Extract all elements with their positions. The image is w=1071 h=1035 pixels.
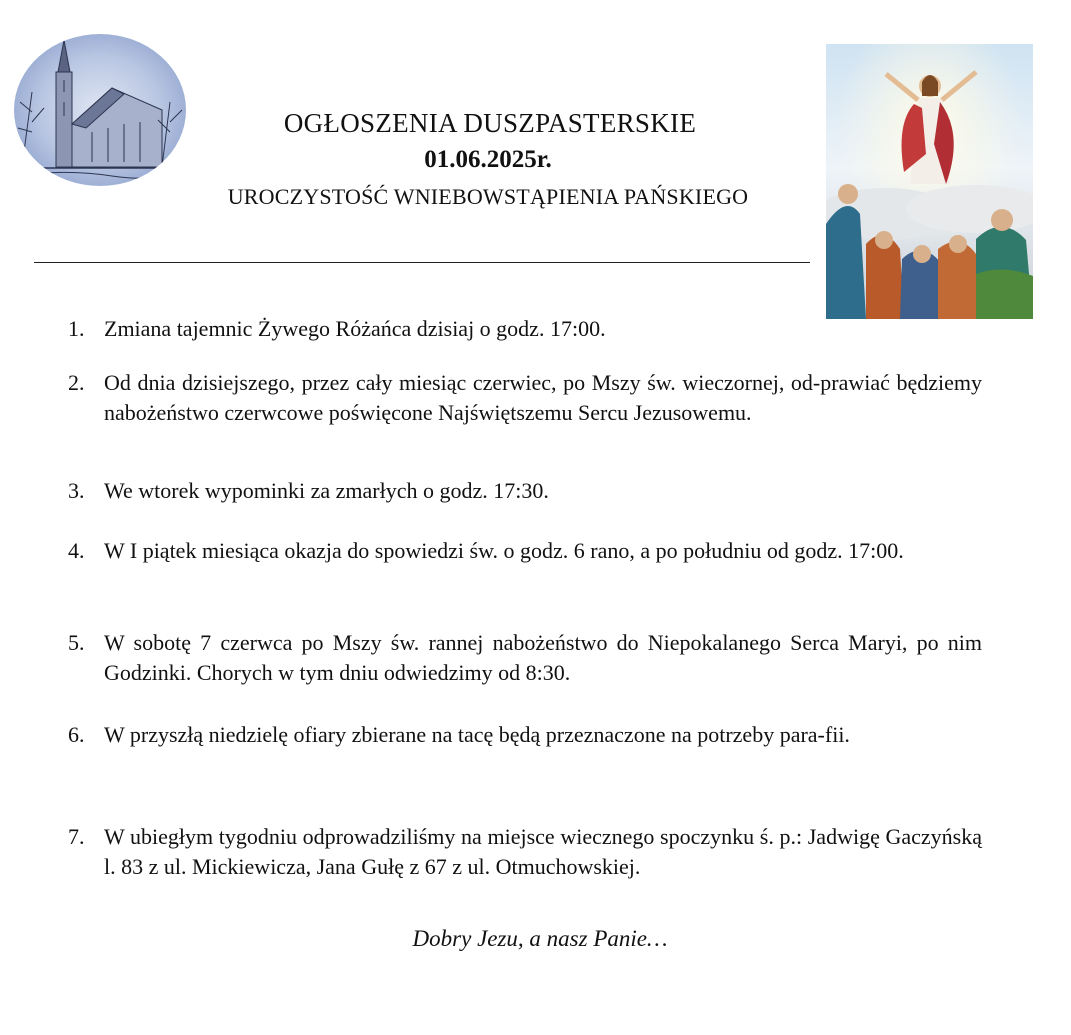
- page-title: OGŁOSZENIA DUSZPASTERSKIE: [283, 108, 697, 138]
- divider-line: [34, 262, 810, 263]
- item-text: W ubiegłym tygodniu odprowadziliśmy na miejsce wiecznego spoczynku ś. p.: Jadwigę Gaczyńską l. 83 z ul. Mickiewicza, Jana Gułę z 67 z ul. Otmuchowskiej.: [104, 824, 982, 879]
- item-number: 7.: [68, 824, 85, 849]
- announcement-item: [68, 720, 982, 750]
- announcement-item: [68, 822, 982, 882]
- announcement-item: [68, 536, 982, 566]
- announcement-item: [68, 368, 982, 428]
- subtitle: UROCZYSTOŚĆ WNIEBOWSTĄPIENIA PAŃSKIEGO: [227, 184, 749, 209]
- date: 01.06.2025r.: [424, 146, 552, 173]
- item-number: 4.: [68, 538, 85, 563]
- item-number: 2.: [68, 370, 85, 395]
- item-number: 6.: [68, 722, 85, 747]
- item-number: 3.: [68, 478, 85, 503]
- item-text: W sobotę 7 czerwca po Mszy św. rannej nabożeństwo do Niepokalanego Serca Maryi, po nim Godzinki. Chorych w tym dniu odwiedzimy od 8:30.: [104, 630, 982, 685]
- item-number: 1.: [68, 316, 85, 341]
- item-number: 5.: [68, 630, 85, 655]
- item-text: W I piątek miesiąca okazja do spowiedzi św. o godz. 6 rano, a po południu od godz. 17:00.: [104, 538, 904, 563]
- announcement-item: [68, 476, 982, 506]
- ascension-painting: [826, 44, 1033, 319]
- item-text: Od dnia dzisiejszego, przez cały miesiąc czerwiec, po Mszy św. wieczornej, od-prawiać będziemy nabożeństwo czerwcowe poświęcone Najświętszemu Sercu Jezusowemu.: [104, 370, 982, 425]
- item-text: W przyszłą niedzielę ofiary zbierane na tacę będą przeznaczone na potrzeby para-fii.: [104, 722, 850, 747]
- announcement-item: [68, 314, 982, 344]
- item-text: We wtorek wypominki za zmarłych o godz. 17:30.: [104, 478, 549, 503]
- announcement-item: [68, 628, 982, 688]
- closing-line: Dobry Jezu, a nasz Panie…: [412, 926, 668, 951]
- item-text: Zmiana tajemnic Żywego Różańca dzisiaj o godz. 17:00.: [104, 316, 606, 341]
